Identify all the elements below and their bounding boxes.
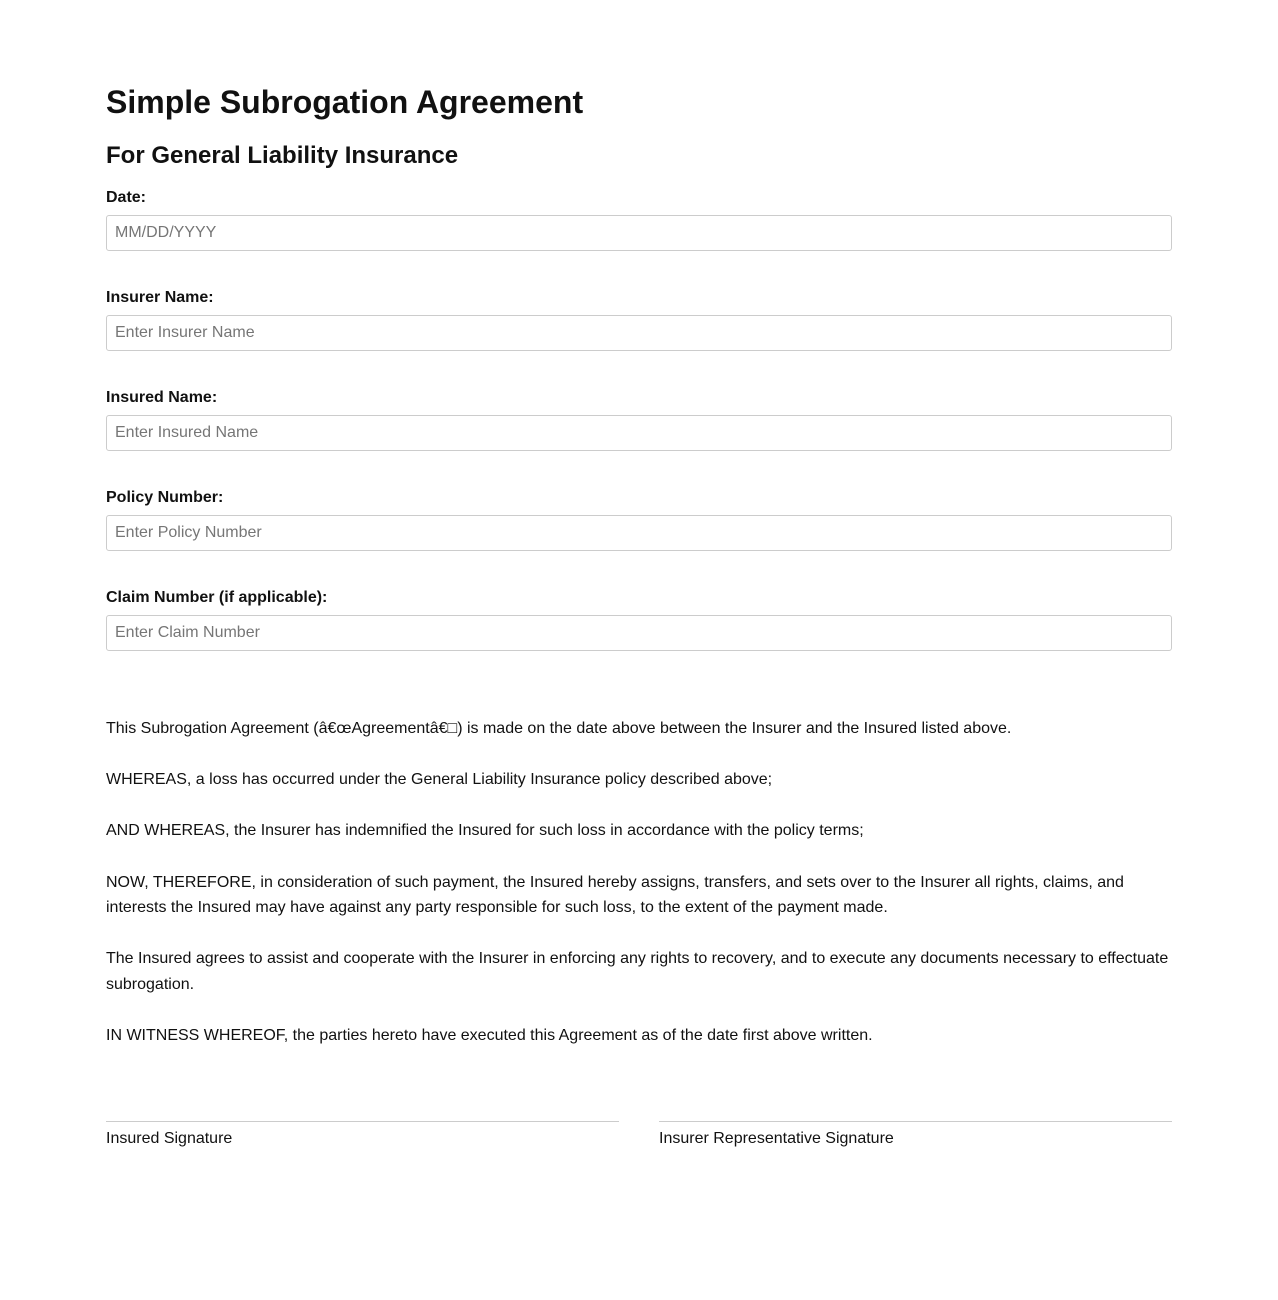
insured-name-input[interactable]	[106, 415, 1172, 451]
whereas-loss-paragraph: WHEREAS, a loss has occurred under the General Liability Insurance policy described above;	[106, 771, 773, 789]
agreement-body	[106, 716, 1172, 1074]
date-label: Date:	[106, 189, 147, 206]
policy-number-label: Policy Number:	[106, 489, 224, 506]
insurer-name-label: Insurer Name:	[106, 289, 214, 306]
claim-number-input[interactable]	[106, 615, 1172, 651]
insurer-signature-label: Insurer Representative Signature	[659, 1130, 894, 1147]
insurer-signature-line	[659, 1121, 1172, 1122]
policy-number-field-group	[106, 488, 1172, 551]
date-input[interactable]	[106, 215, 1172, 251]
insurer-signature-block	[659, 1121, 1172, 1148]
claim-number-label: Claim Number (if applicable):	[106, 589, 328, 606]
insured-name-label: Insured Name:	[106, 389, 218, 406]
date-field-group	[106, 188, 1172, 251]
whereas-indemnified-paragraph: AND WHEREAS, the Insurer has indemnified the Insured for such loss in accordance with the policy terms;	[106, 822, 864, 840]
claim-number-field-group	[106, 588, 1172, 651]
insured-signature-label: Insured Signature	[106, 1130, 233, 1147]
insured-name-field-group	[106, 388, 1172, 451]
cooperation-paragraph: The Insured agrees to assist and cooperate with the Insurer in enforcing any rights to recovery, and to execute any documents necessary to effectuate subrogation.	[106, 950, 1169, 993]
agreement-intro-paragraph: This Subrogation Agreement (â€œAgreementâ€□) is made on the date above between the Insurer and the Insured listed above.	[106, 720, 1012, 737]
insurer-name-field-group	[106, 288, 1172, 351]
signature-section	[106, 1121, 1172, 1148]
insured-signature-block	[106, 1121, 619, 1148]
policy-number-input[interactable]	[106, 515, 1172, 551]
insurer-name-input[interactable]	[106, 315, 1172, 351]
assignment-paragraph: NOW, THEREFORE, in consideration of such payment, the Insured hereby assigns, transfers, and sets over to the Insurer all rights, claims, and interests the Insured may have against any party responsible for such loss, to the extent of the payment made.	[106, 873, 1124, 917]
witness-paragraph: IN WITNESS WHEREOF, the parties hereto have executed this Agreement as of the date first above written.	[106, 1027, 873, 1045]
insured-signature-line	[106, 1121, 619, 1122]
document-subtitle: For General Liability Insurance	[106, 142, 459, 169]
document-title: Simple Subrogation Agreement	[106, 84, 584, 120]
